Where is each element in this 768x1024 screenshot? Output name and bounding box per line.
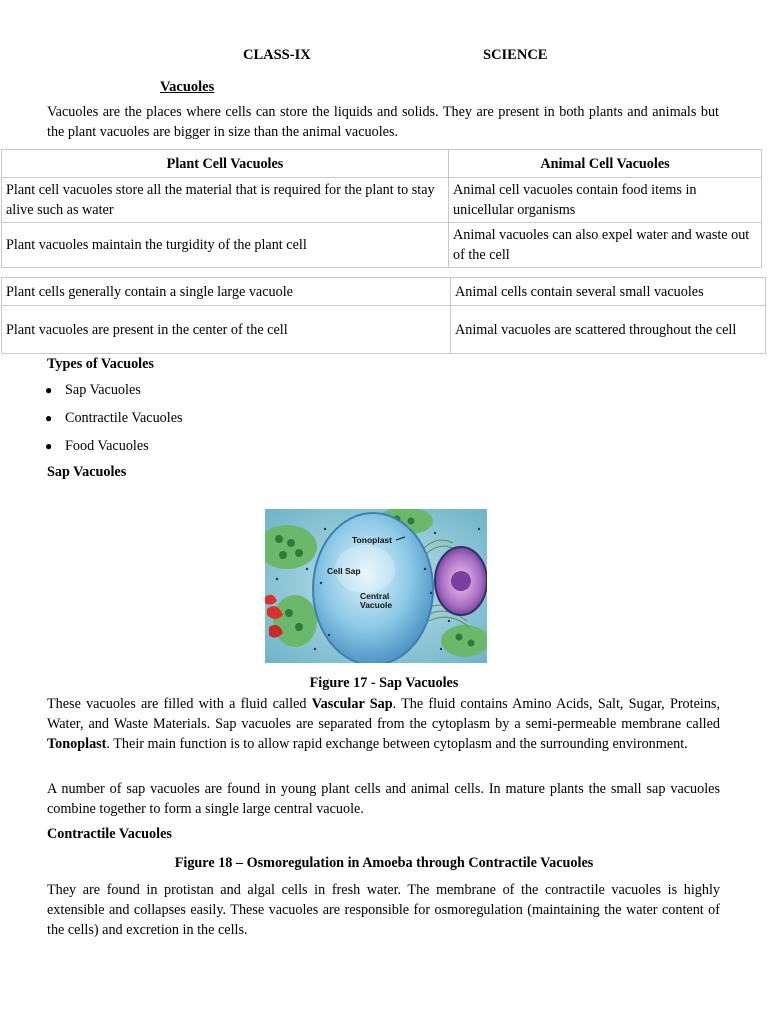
cell-sap-label: Cell Sap [327, 566, 361, 576]
table-row [2, 178, 762, 223]
intro-paragraph: Vacuoles are the places where cells can store the liquids and solids. They are present in both plants and animals but the plant vacuoles are bigger in size than the animal vacuoles. [47, 104, 719, 140]
vacuole-comparison-table-continued [1, 277, 766, 354]
figure-18-caption: Figure 18 – Osmoregulation in Amoeba through Contractile Vacuoles [174, 855, 594, 871]
table-row [2, 223, 762, 268]
sap-text-1: These vacuoles are filled with a fluid called [47, 696, 312, 712]
types-list [45, 378, 183, 462]
bullet-icon: ● [45, 383, 53, 397]
sap-vacuoles-paragraph-2: A number of sap vacuoles are found in young plant cells and animal cells. In mature plants the small sap vacuoles combine together to form a single large central vacuole. [47, 781, 720, 817]
list-item-label: Food Vacuoles [65, 438, 149, 454]
table-cell: Plant vacuoles maintain the turgidity of the plant cell [2, 223, 449, 268]
table-cell: Animal cell vacuoles contain food items in unicellular organisms [449, 178, 762, 223]
vacuole-comparison-table [1, 149, 762, 268]
table-cell: Animal cells contain several small vacuoles [451, 278, 766, 306]
table-cell: Plant cell vacuoles store all the material that is required for the plant to stay alive such as water [2, 178, 449, 223]
class-label: CLASS-IX [243, 47, 311, 63]
bullet-icon: ● [45, 411, 53, 425]
central-vacuole-label-line1: Central [360, 591, 390, 601]
tonoplast-term: Tonoplast [47, 736, 107, 752]
table-header-row [2, 150, 762, 178]
contractile-vacuoles-paragraph: They are found in protistan and algal cells in fresh water. The membrane of the contractile vacuoles is highly extensible and collapses easily. These vacuoles are responsible for osmoregulation (maintaining the water content of the cells) and excretion in the cells. [47, 882, 720, 938]
sap-text-2: . The fluid contains Amino Acids, Salt, Sugar, Proteins, Water, and Waste Materials. Sap vacuoles are separated from the cytoplasm by a semi-permeable membrane called [47, 696, 720, 732]
table-cell: Animal vacuoles can also expel water and waste out of the cell [449, 223, 762, 268]
sap-vacuoles-paragraph [47, 694, 720, 754]
central-vacuole-label-line2: Vacuole [360, 600, 393, 610]
tonoplast-label: Tonoplast [352, 535, 392, 545]
list-item [45, 378, 183, 406]
table-row [2, 278, 766, 306]
table-cell: Animal vacuoles are scattered throughout the cell [451, 306, 766, 354]
section-title: Vacuoles [160, 79, 215, 95]
bullet-icon: ● [45, 439, 53, 453]
list-item-label: Sap Vacuoles [65, 382, 141, 398]
table-header-plant: Plant Cell Vacuoles [2, 150, 449, 178]
plant-cell-diagram [265, 509, 487, 663]
list-item [45, 406, 183, 434]
sap-text-3: . Their main function is to allow rapid exchange between cytoplasm and the surrounding environment. [106, 736, 688, 752]
types-heading: Types of Vacuoles [47, 356, 154, 372]
list-item [45, 434, 183, 462]
sap-vacuole-illustration [265, 509, 487, 663]
contractile-vacuoles-heading: Contractile Vacuoles [47, 826, 172, 842]
sap-vacuoles-heading: Sap Vacuoles [47, 464, 127, 480]
table-cell: Plant cells generally contain a single large vacuole [2, 278, 451, 306]
subject-label: SCIENCE [483, 47, 548, 63]
table-header-animal: Animal Cell Vacuoles [449, 150, 762, 178]
vascular-sap-term: Vascular Sap [311, 696, 393, 712]
list-item-label: Contractile Vacuoles [65, 410, 183, 426]
table-cell: Plant vacuoles are present in the center of the cell [2, 306, 451, 354]
table-row [2, 306, 766, 354]
figure-17-caption: Figure 17 - Sap Vacuoles [309, 675, 459, 691]
